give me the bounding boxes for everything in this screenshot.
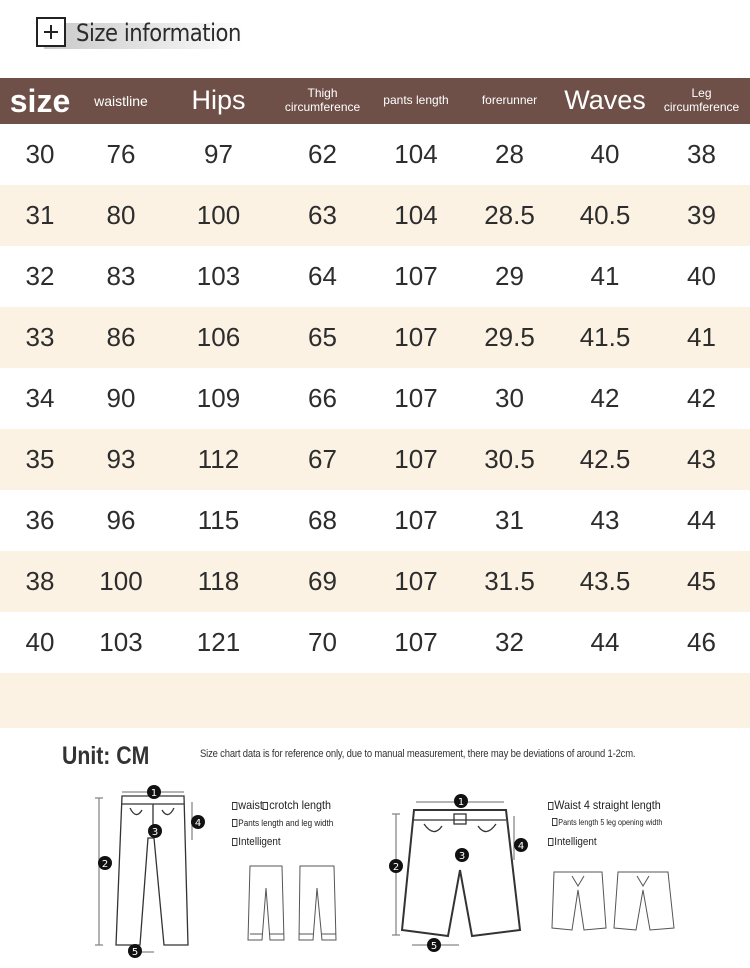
table-row [0,185,750,246]
cell-size: 30 [25,139,55,169]
cell-pants-length: 107 [394,322,438,352]
header-waistline: waistline [94,92,148,109]
cell-size: 34 [25,383,55,413]
header-thigh [275,87,370,115]
pants-measurement-diagram [92,780,212,960]
cell-size: 40 [25,627,55,657]
cell-forerunner: 30.5 [484,444,535,474]
pants-legend-line2: Pants length and leg width [232,818,333,828]
cell-size: 33 [25,322,55,352]
plus-icon [36,17,66,47]
cell-size: 31 [25,200,55,230]
table-row [0,490,750,551]
table-row [0,124,750,185]
shorts-marker-2: 2 [392,862,400,873]
cell-hips: 103 [196,261,241,291]
cell-forerunner: 29.5 [484,322,535,352]
shorts-measurement-diagram [384,790,534,960]
cell-forerunner: 29 [495,261,524,291]
cell-thigh: 70 [308,627,337,657]
cell-waves: 41.5 [579,322,631,352]
table-header-row [0,78,750,124]
pants-markers [98,785,205,958]
shorts-legend-line1: Waist 4 straight length [548,798,661,812]
marker-4: 4 [194,818,202,829]
cell-pants-length: 107 [394,261,438,291]
cell-waves: 42.5 [579,444,631,474]
cell-thigh: 68 [308,505,337,535]
cell-waves: 41 [590,261,620,291]
cell-waves: 40.5 [579,200,631,230]
cell-thigh: 62 [308,139,337,169]
cell-leg: 40 [687,261,716,291]
table-body [0,124,750,673]
header-thigh-line1: Thigh [307,86,338,101]
shorts-marker-4: 4 [517,841,525,852]
shorts-legend-line2: Pants length 5 leg opening width [552,818,662,827]
cell-waistline: 103 [99,627,143,657]
cell-hips: 112 [197,444,240,474]
cell-forerunner: 28.5 [484,200,535,230]
cell-leg: 46 [687,627,716,657]
marker-1: 1 [150,788,158,799]
cell-forerunner: 31.5 [484,566,535,596]
cell-hips: 118 [197,566,240,596]
page-title: Size information [76,19,241,47]
cell-pants-length: 107 [394,383,438,413]
unit-label: Unit: CM [62,742,150,770]
header-size: size [9,82,71,119]
cell-leg: 42 [687,383,716,413]
cell-thigh: 66 [308,383,337,413]
cell-hips: 109 [196,383,241,413]
marker-3: 3 [151,827,159,838]
cell-leg: 44 [687,505,716,535]
marker-2: 2 [101,859,109,870]
table-row [0,429,750,490]
cell-hips: 100 [196,200,241,230]
cell-thigh: 69 [308,566,337,596]
table-row [0,246,750,307]
cell-pants-length: 107 [394,566,438,596]
cell-waves: 44 [590,627,620,657]
cell-waves: 43 [590,505,620,535]
cell-forerunner: 31 [495,505,524,535]
cell-leg: 41 [687,322,716,352]
cell-thigh: 63 [308,200,337,230]
cell-forerunner: 30 [495,383,524,413]
cell-thigh: 65 [308,322,337,352]
cell-leg: 45 [687,566,716,596]
cell-waistline: 90 [106,383,136,413]
cell-leg: 38 [687,139,716,169]
cell-thigh: 64 [308,261,337,291]
header-hips: Hips [191,85,246,116]
header-leg [653,87,750,115]
cell-size: 36 [25,505,55,535]
cell-forerunner: 28 [495,139,524,169]
cell-waistline: 96 [106,505,136,535]
shorts-legend-line3: Intelligent [548,836,597,848]
header-leg-line1: Leg [691,86,712,101]
shorts-marker-1: 1 [457,797,465,808]
cell-pants-length: 104 [394,139,438,169]
cell-waves: 43.5 [579,566,631,596]
cell-waves: 40 [590,139,620,169]
shorts-marker-3: 3 [458,851,466,862]
cell-hips: 115 [197,505,240,535]
cell-waistline: 93 [106,444,136,474]
cell-hips: 106 [196,322,241,352]
header-thigh-line2: circumference [284,100,361,114]
table-row [0,551,750,612]
cell-pants-length: 104 [394,200,438,230]
measurement-note: Size chart data is for reference only, due to manual measurement, there may be deviations of around 1-2cm. [200,748,636,760]
shorts-thumbnails [550,866,680,936]
cell-waistline: 83 [106,261,136,291]
cell-leg: 39 [687,200,716,230]
header-pants-length: pants length [383,93,449,108]
cell-hips: 121 [196,627,241,657]
header-waves: Waves [564,85,646,116]
marker-5: 5 [131,947,139,958]
cell-waistline: 86 [106,322,136,352]
cell-leg: 43 [687,444,716,474]
pants-legend-line1: waist crotch length [232,798,331,812]
cell-hips: 97 [204,139,233,169]
header-leg-line2: circumference [663,100,740,114]
cell-size: 38 [25,566,55,596]
cell-size: 35 [25,444,55,474]
cell-waistline: 80 [106,200,136,230]
table-row [0,368,750,429]
page-header [0,0,750,70]
pants-legend-line3: Intelligent [232,836,281,848]
cell-waistline: 76 [106,139,136,169]
pants-thumbnails [244,862,344,946]
cell-pants-length: 107 [394,505,438,535]
shorts-marker-5: 5 [430,941,438,952]
table-row [0,612,750,673]
cell-pants-length: 107 [394,444,438,474]
table-empty-row [0,673,750,728]
cell-size: 32 [25,261,55,291]
cell-thigh: 67 [308,444,337,474]
cell-waistline: 100 [99,566,143,596]
table-row [0,307,750,368]
header-forerunner: forerunner [481,93,538,108]
size-table [0,78,750,728]
cell-pants-length: 107 [394,627,438,657]
cell-forerunner: 32 [495,627,524,657]
cell-waves: 42 [590,383,620,413]
